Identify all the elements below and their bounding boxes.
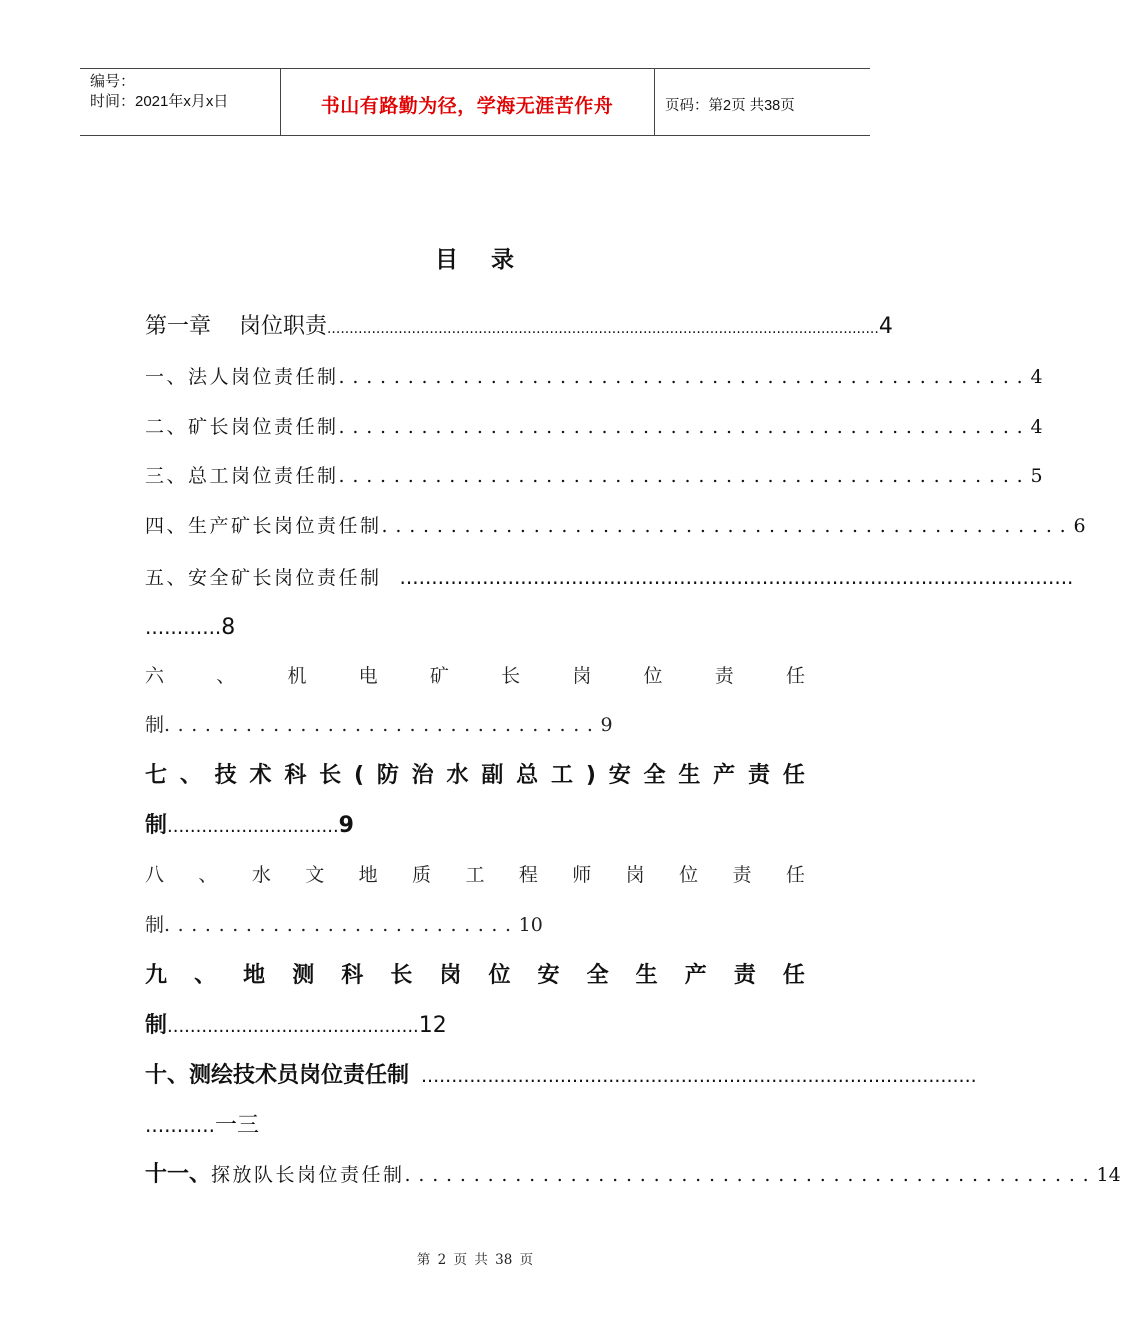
toc-entry-page: 9 bbox=[338, 813, 354, 838]
toc-entry-page: 6 bbox=[1073, 515, 1089, 537]
toc-entry-page: 一三 bbox=[214, 1113, 259, 1138]
page-footer: 第 2 页 共 38 页 bbox=[416, 1252, 534, 1268]
toc-entry-page: 10 bbox=[518, 914, 543, 936]
toc-entry-char: 机 bbox=[287, 665, 307, 687]
toc-entry-text: 第一章 岗位职责 bbox=[145, 314, 327, 339]
toc-entry-page: 5 bbox=[1030, 465, 1046, 487]
toc-leader-dots: .................................................. bbox=[338, 416, 1031, 438]
toc-leader-dots: .................................................. bbox=[338, 366, 1031, 388]
header-page-info: 页码：第2页 共38页 bbox=[665, 98, 795, 114]
toc-entry-continuation bbox=[145, 916, 805, 935]
toc-entry-char: 、 bbox=[194, 963, 217, 988]
toc-entry-char: 任 bbox=[785, 665, 805, 687]
toc-entry-text: 十一、 bbox=[145, 1162, 212, 1187]
toc-entry-text: 制 bbox=[145, 914, 165, 936]
toc-entry-char: 文 bbox=[305, 864, 325, 886]
toc-entry-char: 责 bbox=[732, 864, 752, 886]
toc-entry-char: 八 bbox=[145, 864, 165, 886]
toc-entry-char: ( bbox=[353, 763, 365, 788]
toc-entry-char: 产 bbox=[684, 963, 707, 988]
toc-leader-dots: ........... bbox=[145, 1113, 215, 1137]
toc-entry-char: 岗 bbox=[439, 963, 462, 988]
toc-entry-char: 长 bbox=[319, 763, 342, 788]
toc-entry-continuation bbox=[145, 1015, 805, 1037]
toc-entry-text: 探放队长岗位责任制 bbox=[211, 1164, 405, 1186]
header-number-label: 编号： bbox=[90, 73, 136, 90]
toc-entry-char: 全 bbox=[643, 763, 666, 788]
toc-entry-char: 位 bbox=[643, 665, 663, 687]
toc-entry-char: 水 bbox=[446, 763, 469, 788]
toc-leader-dots: ................................ bbox=[164, 714, 601, 736]
toc-entry-char: 水 bbox=[251, 864, 271, 886]
toc-entry-text: 制 bbox=[145, 1013, 168, 1038]
toc-entry-page: 14 bbox=[1096, 1164, 1121, 1186]
toc-entry-char: 副 bbox=[481, 763, 504, 788]
toc-entry-char: 程 bbox=[518, 864, 538, 886]
toc-leader-dots: .......................................................................................................... bbox=[399, 565, 1074, 589]
toc-entry-text: 五、安全矿长岗位责任制 bbox=[145, 567, 382, 589]
toc-entry-char: 任 bbox=[782, 963, 805, 988]
toc-entry-char: 任 bbox=[785, 864, 805, 886]
header-divider bbox=[654, 69, 655, 135]
toc-leader-dots: .................................................. bbox=[381, 515, 1074, 537]
toc-entry[interactable] bbox=[145, 366, 1046, 388]
toc-entry[interactable] bbox=[145, 1063, 977, 1088]
toc-entry-char: 术 bbox=[249, 763, 272, 788]
toc-entry-char: 地 bbox=[243, 963, 266, 988]
toc-entry-char: 质 bbox=[412, 864, 432, 886]
toc-entry-page: 12 bbox=[418, 1013, 447, 1038]
toc-entry-char: 责 bbox=[748, 763, 771, 788]
toc-leader-dots: .................................................. bbox=[404, 1164, 1097, 1186]
toc-entry-char: 科 bbox=[284, 763, 307, 788]
toc-entry-continuation bbox=[145, 815, 805, 837]
toc-entry-text: 一、法人岗位责任制 bbox=[145, 366, 339, 388]
toc-entry-page: 4 bbox=[878, 314, 893, 339]
toc-entry-char: 生 bbox=[635, 963, 658, 988]
toc-entry-char: 安 bbox=[537, 963, 560, 988]
toc-entry[interactable] bbox=[145, 515, 1089, 537]
toc-entry-char: 全 bbox=[586, 963, 609, 988]
toc-entry-char: 责 bbox=[714, 665, 734, 687]
toc-entry[interactable] bbox=[145, 314, 893, 339]
toc-entry-char: 防 bbox=[376, 763, 399, 788]
toc-entry[interactable] bbox=[145, 465, 1046, 487]
toc-entry[interactable] bbox=[145, 765, 805, 787]
toc-entry-char: 六 bbox=[145, 665, 165, 687]
toc-entry-char: 师 bbox=[572, 864, 592, 886]
toc-entry-text: 二、矿长岗位责任制 bbox=[145, 416, 339, 438]
toc-entry-char: 工 bbox=[465, 864, 485, 886]
toc-entry-char: 生 bbox=[678, 763, 701, 788]
toc-entry-text: 三、总工岗位责任制 bbox=[145, 465, 339, 487]
toc-entry-char: 矿 bbox=[429, 665, 449, 687]
toc-entry-char: 治 bbox=[411, 763, 434, 788]
toc-title bbox=[0, 241, 950, 274]
toc-entry-char: 岗 bbox=[625, 864, 645, 886]
toc-entry[interactable] bbox=[145, 866, 805, 885]
toc-leader-dots: ............................................................................................ bbox=[421, 1065, 977, 1087]
toc-entry[interactable] bbox=[145, 667, 805, 686]
header-time-label: 时间：2021年x月x日 bbox=[90, 93, 229, 110]
toc-entry-char: 、 bbox=[198, 864, 218, 886]
toc-entry-text: 四、生产矿长岗位责任制 bbox=[145, 515, 382, 537]
toc-entry-char: 位 bbox=[488, 963, 511, 988]
toc-leader-dots: .......................... bbox=[164, 914, 519, 936]
toc-entry-char: 、 bbox=[179, 763, 202, 788]
toc-leader-dots: ............ bbox=[145, 615, 222, 639]
header-motto: 书山有路勤为径，学海无涯苦作舟 bbox=[320, 95, 614, 117]
toc-entry-continuation bbox=[145, 1115, 805, 1137]
toc-entry-text: 制 bbox=[145, 813, 168, 838]
toc-entry-text: 制 bbox=[145, 714, 165, 736]
toc-entry-char: 技 bbox=[214, 763, 237, 788]
toc-entry-char: 任 bbox=[782, 763, 805, 788]
toc-entry-char: 长 bbox=[390, 963, 413, 988]
toc-title-char: 目 bbox=[435, 247, 459, 273]
toc-entry-char: 七 bbox=[145, 763, 168, 788]
toc-entry-char: 总 bbox=[516, 763, 539, 788]
toc-leader-dots: .................................................. bbox=[338, 465, 1031, 487]
toc-entry[interactable] bbox=[145, 416, 1046, 438]
toc-entry-char: 岗 bbox=[572, 665, 592, 687]
toc-entry-char: 安 bbox=[608, 763, 631, 788]
toc-entry-char: 长 bbox=[501, 665, 521, 687]
toc-entry-continuation bbox=[145, 617, 805, 639]
toc-entry-char: 产 bbox=[713, 763, 736, 788]
page-header bbox=[80, 68, 870, 136]
toc-entry[interactable] bbox=[145, 565, 1074, 589]
toc-leader-dots: ............................................ bbox=[167, 1016, 419, 1037]
toc-entry-char: 责 bbox=[733, 963, 756, 988]
header-meta bbox=[90, 72, 228, 112]
toc-entry-char: 工 bbox=[550, 763, 573, 788]
toc-entry-page: 4 bbox=[1030, 366, 1046, 388]
toc-entry[interactable] bbox=[145, 1162, 1121, 1187]
toc-entry-text: 十、测绘技术员岗位责任制 bbox=[145, 1063, 410, 1088]
toc-entry-char: 位 bbox=[679, 864, 699, 886]
toc-entry-page: 8 bbox=[221, 615, 236, 640]
toc-entry-page: 9 bbox=[600, 714, 613, 736]
toc-entry-char: 九 bbox=[145, 963, 168, 988]
toc-entry-char: 电 bbox=[358, 665, 378, 687]
toc-entry-char: 科 bbox=[341, 963, 364, 988]
toc-entry-char: 测 bbox=[292, 963, 315, 988]
toc-title-char: 录 bbox=[491, 247, 515, 273]
toc-entry-char: 、 bbox=[216, 665, 236, 687]
toc-entry-page: 4 bbox=[1030, 416, 1046, 438]
toc-entry-char: ) bbox=[585, 763, 596, 788]
toc-leader-dots: ............................................................................................................................ bbox=[326, 321, 879, 337]
toc-entry-char: 地 bbox=[358, 864, 378, 886]
toc-leader-dots: .............................. bbox=[167, 816, 339, 837]
toc-entry-continuation bbox=[145, 716, 805, 735]
toc-entry[interactable] bbox=[145, 965, 805, 987]
